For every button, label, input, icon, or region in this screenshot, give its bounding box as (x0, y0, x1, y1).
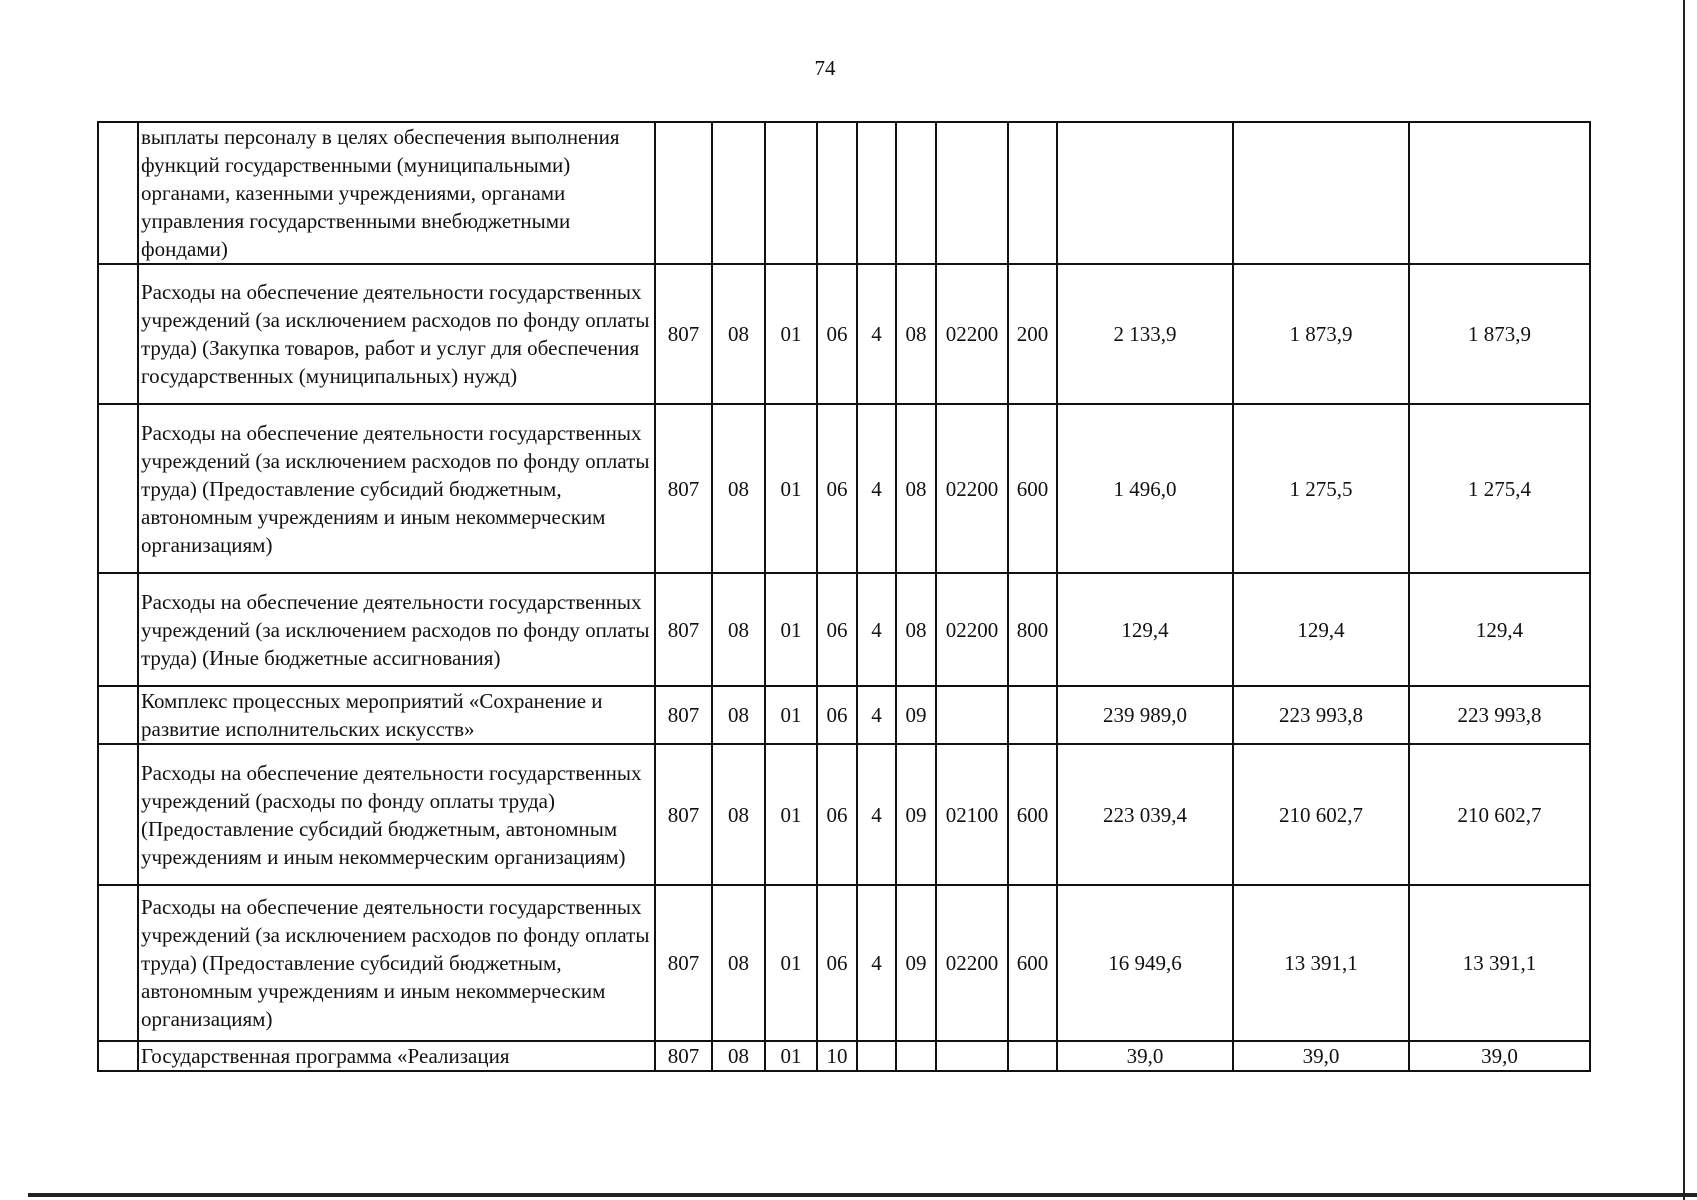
direction-code-cell: 02200 (936, 264, 1008, 404)
description-cell: Расходы на обеспечение деятельности государственных учреждений (за исключением расходов по фонду оплаты труда) (Предоставление субсидий бюджетным, автономным учреждениям и иным некоммерческим организациям) (138, 885, 655, 1041)
description-cell: Расходы на обеспечение деятельности государственных учреждений (за исключением расходов по фонду оплаты труда) (Закупка товаров, работ и услуг для обеспечения государственных (муниципальных) нужд) (138, 264, 655, 404)
description-cell: Государственная программа «Реализация (138, 1041, 655, 1071)
budget-table (97, 121, 1591, 1072)
ministry-code-cell (655, 122, 712, 264)
section-code-cell: 08 (712, 885, 765, 1041)
direction-code-cell (936, 122, 1008, 264)
direction-code-cell: 02100 (936, 744, 1008, 885)
row-number-cell (98, 686, 138, 744)
table-row (98, 573, 1590, 686)
amount-year-2-cell: 1 275,5 (1233, 404, 1409, 573)
subsection-code-cell: 01 (765, 573, 817, 686)
expense-type-code-cell: 800 (1008, 573, 1057, 686)
amount-year-3-cell: 39,0 (1409, 1041, 1590, 1071)
table-row (98, 264, 1590, 404)
amount-year-1-cell: 16 949,6 (1057, 885, 1233, 1041)
event-code-cell (896, 122, 936, 264)
event-code-cell: 09 (896, 744, 936, 885)
subprogram-code-cell: 4 (857, 885, 896, 1041)
amount-year-3-cell: 129,4 (1409, 573, 1590, 686)
program-code-cell: 06 (817, 686, 857, 744)
row-number-cell (98, 122, 138, 264)
amount-year-1-cell: 39,0 (1057, 1041, 1233, 1071)
subsection-code-cell (765, 122, 817, 264)
direction-code-cell: 02200 (936, 404, 1008, 573)
section-code-cell: 08 (712, 264, 765, 404)
ministry-code-cell: 807 (655, 885, 712, 1041)
ministry-code-cell: 807 (655, 404, 712, 573)
program-code-cell: 10 (817, 1041, 857, 1071)
description-cell: Комплекс процессных мероприятий «Сохранение и развитие исполнительских искусств» (138, 686, 655, 744)
ministry-code-cell: 807 (655, 573, 712, 686)
ministry-code-cell: 807 (655, 1041, 712, 1071)
row-number-cell (98, 885, 138, 1041)
subprogram-code-cell (857, 122, 896, 264)
expense-type-code-cell: 200 (1008, 264, 1057, 404)
amount-year-2-cell (1233, 122, 1409, 264)
row-number-cell (98, 573, 138, 686)
description-cell: Расходы на обеспечение деятельности государственных учреждений (за исключением расходов по фонду оплаты труда) (Предоставление субсидий бюджетным, автономным учреждениям и иным некоммерческим организациям) (138, 404, 655, 573)
amount-year-2-cell: 223 993,8 (1233, 686, 1409, 744)
event-code-cell: 08 (896, 404, 936, 573)
program-code-cell: 06 (817, 264, 857, 404)
amount-year-2-cell: 210 602,7 (1233, 744, 1409, 885)
direction-code-cell: 02200 (936, 573, 1008, 686)
ministry-code-cell: 807 (655, 744, 712, 885)
table-row (98, 686, 1590, 744)
subprogram-code-cell: 4 (857, 686, 896, 744)
amount-year-1-cell: 223 039,4 (1057, 744, 1233, 885)
section-code-cell: 08 (712, 573, 765, 686)
amount-year-3-cell: 1 275,4 (1409, 404, 1590, 573)
direction-code-cell (936, 1041, 1008, 1071)
subsection-code-cell: 01 (765, 264, 817, 404)
amount-year-1-cell (1057, 122, 1233, 264)
section-code-cell: 08 (712, 744, 765, 885)
direction-code-cell: 02200 (936, 885, 1008, 1041)
row-number-cell (98, 404, 138, 573)
expense-type-code-cell: 600 (1008, 744, 1057, 885)
event-code-cell: 09 (896, 885, 936, 1041)
subprogram-code-cell (857, 1041, 896, 1071)
event-code-cell: 08 (896, 573, 936, 686)
amount-year-2-cell: 129,4 (1233, 573, 1409, 686)
section-code-cell: 08 (712, 686, 765, 744)
program-code-cell: 06 (817, 404, 857, 573)
amount-year-3-cell: 210 602,7 (1409, 744, 1590, 885)
expense-type-code-cell (1008, 686, 1057, 744)
subprogram-code-cell: 4 (857, 744, 896, 885)
section-code-cell (712, 122, 765, 264)
bottom-edge-rule (28, 1193, 1697, 1197)
event-code-cell: 08 (896, 264, 936, 404)
program-code-cell: 06 (817, 885, 857, 1041)
subsection-code-cell: 01 (765, 404, 817, 573)
description-cell: Расходы на обеспечение деятельности государственных учреждений (за исключением расходов по фонду оплаты труда) (Иные бюджетные ассигнования) (138, 573, 655, 686)
amount-year-3-cell: 13 391,1 (1409, 885, 1590, 1041)
amount-year-1-cell: 129,4 (1057, 573, 1233, 686)
subprogram-code-cell: 4 (857, 264, 896, 404)
event-code-cell: 09 (896, 686, 936, 744)
ministry-code-cell: 807 (655, 264, 712, 404)
subprogram-code-cell: 4 (857, 404, 896, 573)
ministry-code-cell: 807 (655, 686, 712, 744)
direction-code-cell (936, 686, 1008, 744)
amount-year-2-cell: 13 391,1 (1233, 885, 1409, 1041)
expense-type-code-cell (1008, 122, 1057, 264)
amount-year-1-cell: 1 496,0 (1057, 404, 1233, 573)
table-row (98, 122, 1590, 264)
subsection-code-cell: 01 (765, 1041, 817, 1071)
row-number-cell (98, 264, 138, 404)
amount-year-3-cell (1409, 122, 1590, 264)
expense-type-code-cell: 600 (1008, 885, 1057, 1041)
row-number-cell (98, 744, 138, 885)
amount-year-2-cell: 39,0 (1233, 1041, 1409, 1071)
table-row (98, 744, 1590, 885)
table-row (98, 404, 1590, 573)
row-number-cell (98, 1041, 138, 1071)
description-cell: выплаты персоналу в целях обеспечения выполнения функций государственными (муниципальными) органами, казенными учреждениями, органами управления государственными внебюджетными фондами) (138, 122, 655, 264)
amount-year-2-cell: 1 873,9 (1233, 264, 1409, 404)
right-edge-rule (1683, 0, 1685, 1200)
event-code-cell (896, 1041, 936, 1071)
expense-type-code-cell: 600 (1008, 404, 1057, 573)
subsection-code-cell: 01 (765, 686, 817, 744)
subsection-code-cell: 01 (765, 744, 817, 885)
amount-year-1-cell: 2 133,9 (1057, 264, 1233, 404)
expense-type-code-cell (1008, 1041, 1057, 1071)
page-number: 74 (814, 56, 836, 80)
subprogram-code-cell: 4 (857, 573, 896, 686)
section-code-cell: 08 (712, 404, 765, 573)
table-row (98, 885, 1590, 1041)
amount-year-3-cell: 223 993,8 (1409, 686, 1590, 744)
amount-year-1-cell: 239 989,0 (1057, 686, 1233, 744)
amount-year-3-cell: 1 873,9 (1409, 264, 1590, 404)
subsection-code-cell: 01 (765, 885, 817, 1041)
program-code-cell: 06 (817, 573, 857, 686)
section-code-cell: 08 (712, 1041, 765, 1071)
description-cell: Расходы на обеспечение деятельности государственных учреждений (расходы по фонду оплаты труда) (Предоставление субсидий бюджетным, автономным учреждениям и иным некоммерческим организациям) (138, 744, 655, 885)
program-code-cell (817, 122, 857, 264)
table-body (98, 122, 1590, 1071)
table-row (98, 1041, 1590, 1071)
program-code-cell: 06 (817, 744, 857, 885)
